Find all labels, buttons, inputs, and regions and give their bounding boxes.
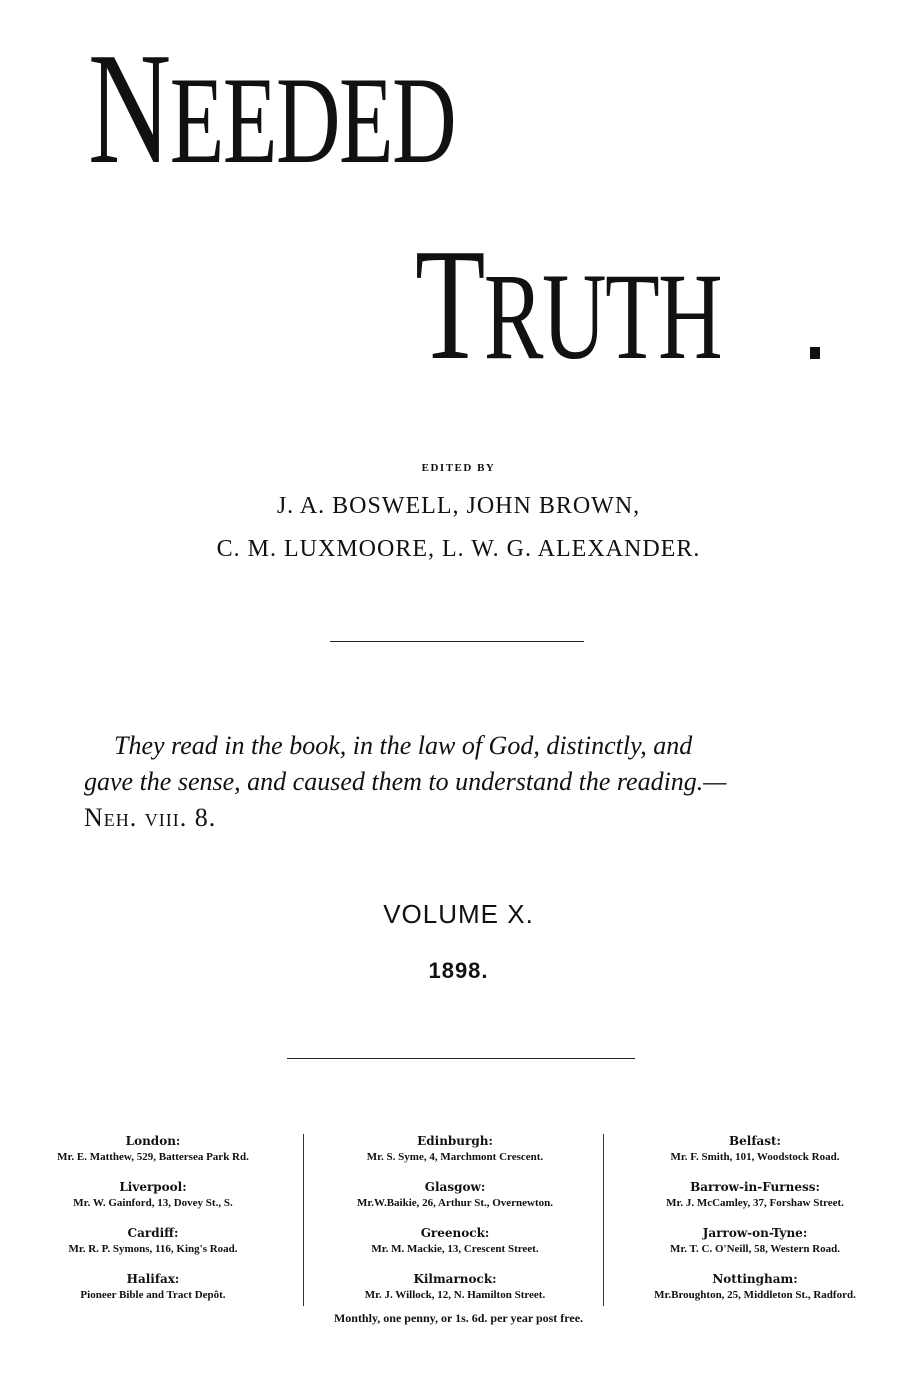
agent-city: Glasgow: [424, 1180, 486, 1194]
agent-city: Cardiff: [127, 1226, 179, 1240]
agent-entry [305, 1132, 605, 1178]
agent-city: Edinburgh: [417, 1134, 493, 1148]
editors-line-2: C. M. LUXMOORE, L. W. G. ALEXANDER. [216, 536, 701, 562]
agent-entry [3, 1224, 303, 1270]
agent-city: Jarrow-on-Tyne: [702, 1226, 808, 1240]
quote-line-2: gave the sense, and caused them to understand the reading.— [84, 767, 727, 796]
year-label: 1898. [428, 958, 489, 983]
title-initial-letter: T [415, 215, 484, 393]
agent-address: Mr.W.Baikie, 26, Arthur St., Overnewton. [356, 1197, 554, 1209]
agent-entry [305, 1224, 605, 1270]
agents-column-2 [305, 1132, 605, 1316]
title-remaining-letters: RUTH [483, 248, 722, 385]
agent-city: London: [125, 1134, 181, 1148]
agent-address: Mr. W. Gainford, 13, Dovey St., S. [73, 1197, 233, 1209]
scripture-quote [84, 728, 844, 836]
quote-line-1: They read in the book, in the law of God, distinctly, and [114, 731, 693, 760]
edited-by-label: EDITED BY [421, 462, 496, 474]
title-truth [415, 215, 722, 393]
agent-address: Mr.Broughton, 25, Middleton St., Radford. [654, 1289, 856, 1301]
divider-rule [330, 641, 584, 642]
agent-entry [605, 1270, 905, 1316]
title-remaining-letters: EEDED [169, 52, 456, 189]
title-initial-letter: N [88, 19, 170, 197]
agent-address: Mr. R. P. Symons, 116, King's Road. [68, 1243, 238, 1255]
divider-rule-lower [287, 1058, 635, 1059]
agent-entry [3, 1132, 303, 1178]
agent-city: Liverpool: [119, 1180, 187, 1194]
agent-entry [305, 1178, 605, 1224]
quote-reference: Neh. viii. 8. [84, 803, 217, 832]
agents-column-1 [3, 1132, 303, 1316]
agent-city: Nottingham: [712, 1272, 798, 1286]
column-separator [603, 1134, 604, 1306]
agent-entry [305, 1270, 605, 1316]
agent-entry [3, 1178, 303, 1224]
agent-address: Pioneer Bible and Tract Depôt. [80, 1289, 226, 1301]
subscription-note: Monthly, one penny, or 1s. 6d. per year post free. [333, 1311, 584, 1325]
agent-city: Barrow-in-Furness: [690, 1180, 820, 1194]
agent-entry [605, 1178, 905, 1224]
agent-entry [605, 1132, 905, 1178]
agent-address: Mr. S. Syme, 4, Marchmont Crescent. [366, 1151, 544, 1163]
agent-address: Mr. M. Mackie, 13, Crescent Street. [371, 1243, 539, 1255]
agents-column-3 [605, 1132, 905, 1316]
agent-city: Greenock: [420, 1226, 490, 1240]
editors-line-1: J. A. BOSWELL, JOHN BROWN, [276, 493, 641, 519]
agent-city: Kilmarnock: [413, 1272, 497, 1286]
agent-address: Mr. J. Willock, 12, N. Hamilton Street. [364, 1289, 546, 1301]
agent-entry [605, 1224, 905, 1270]
agent-address: Mr. E. Matthew, 529, Battersea Park Rd. [57, 1151, 249, 1163]
volume-label: VOLUME X. [383, 899, 534, 929]
agent-address: Mr. F. Smith, 101, Woodstock Road. [670, 1151, 840, 1163]
agent-address: Mr. J. McCamley, 37, Forshaw Street. [666, 1197, 844, 1209]
title-needed [88, 19, 456, 197]
agent-city: Halifax: [126, 1272, 180, 1286]
column-separator [303, 1134, 304, 1306]
agent-entry [3, 1270, 303, 1316]
agent-city: Belfast: [728, 1134, 781, 1148]
title-period [810, 347, 820, 359]
agent-address: Mr. T. C. O'Neill, 58, Western Road. [669, 1243, 841, 1255]
